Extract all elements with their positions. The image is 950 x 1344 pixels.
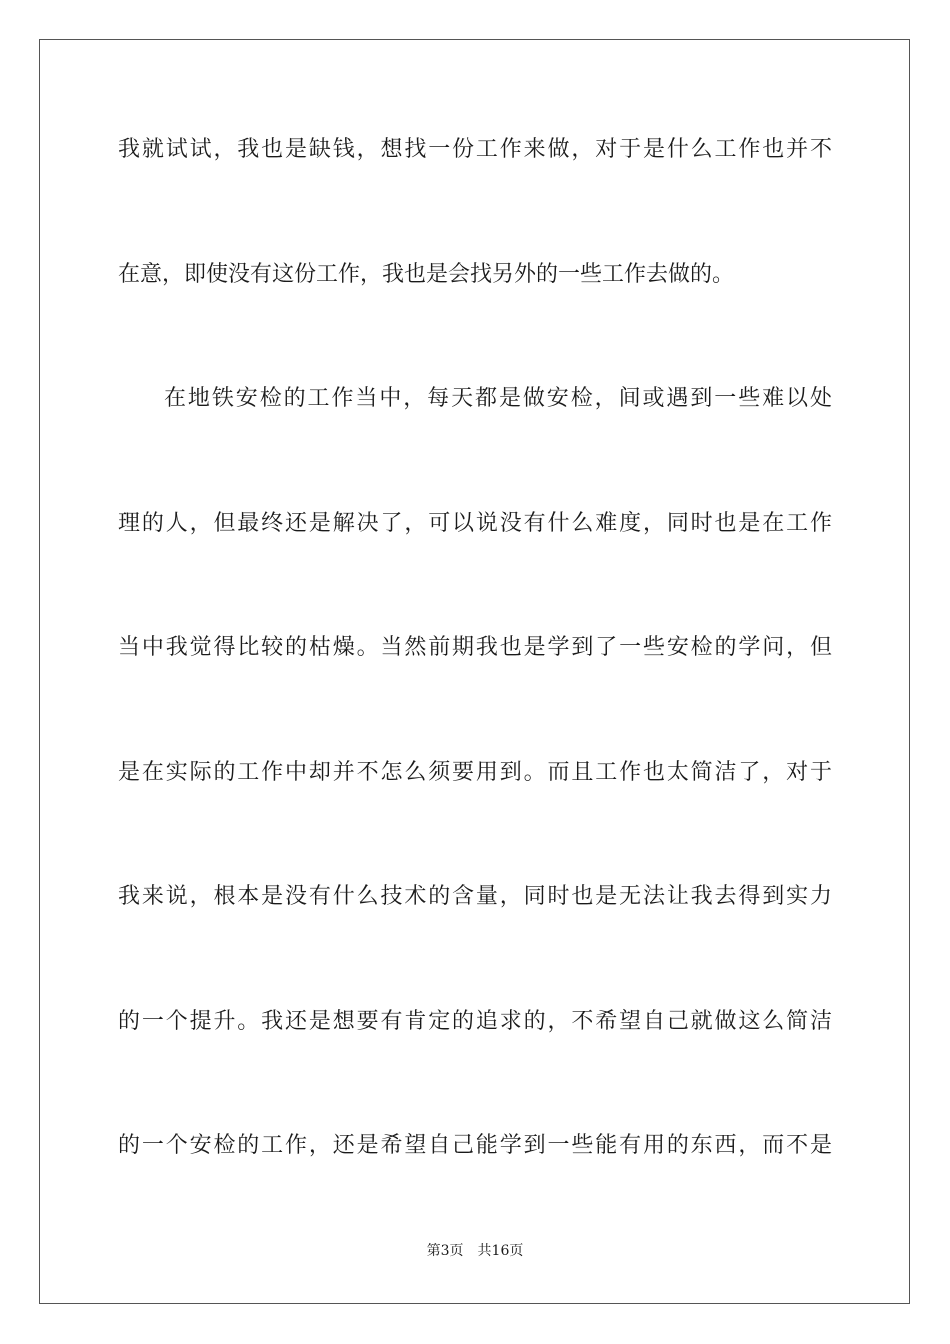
- text-line: 当中我觉得比较的枯燥。当然前期我也是学到了一些安检的学问，但: [118, 635, 832, 660]
- page-border: [39, 39, 910, 1304]
- page-number-footer: 第3页 共16页: [426, 1243, 524, 1259]
- text-line: 我就试试，我也是缺钱，想找一份工作来做，对于是什么工作也并不: [118, 137, 832, 162]
- text-line: 的一个提升。我还是想要有肯定的追求的，不希望自己就做这么简洁: [118, 1009, 832, 1034]
- text-line: 理的人，但最终还是解决了，可以说没有什么难度，同时也是在工作: [118, 511, 832, 536]
- text-line: 我来说，根本是没有什么技术的含量，同时也是无法让我去得到实力: [118, 884, 832, 909]
- text-line: 的一个安检的工作，还是希望自己能学到一些能有用的东西，而不是: [118, 1133, 832, 1158]
- text-line: 是在实际的工作中却并不怎么须要用到。而且工作也太简洁了，对于: [118, 760, 832, 785]
- text-line: 在意，即使没有这份工作，我也是会找另外的一些工作去做的。: [118, 262, 735, 287]
- paragraph-first-line: 在地铁安检的工作当中，每天都是做安检，间或遇到一些难以处: [164, 386, 832, 411]
